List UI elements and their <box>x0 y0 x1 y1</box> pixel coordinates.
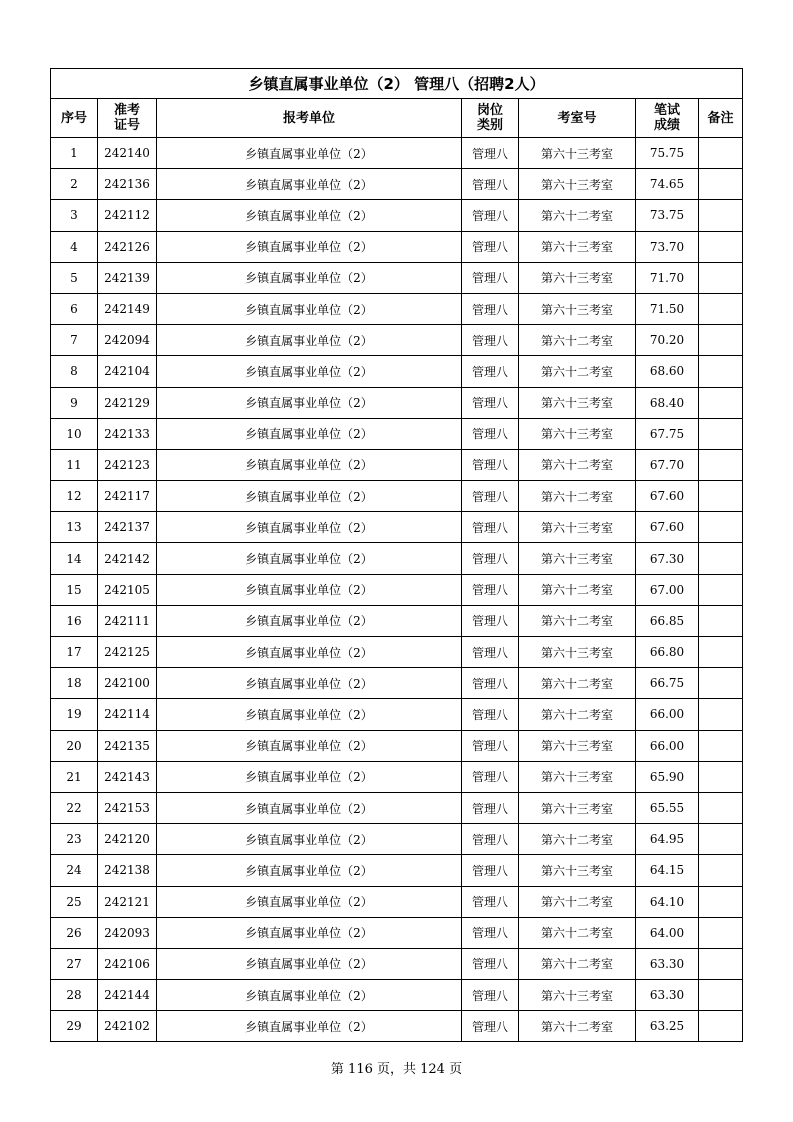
cell-post: 管理八 <box>462 980 519 1011</box>
cell-note <box>699 792 743 823</box>
cell-unit: 乡镇直属事业单位（2） <box>157 138 462 169</box>
cell-room: 第六十二考室 <box>519 325 636 356</box>
cell-seq: 18 <box>51 668 98 699</box>
cell-room: 第六十三考室 <box>519 512 636 543</box>
cell-note <box>699 917 743 948</box>
cell-score: 70.20 <box>636 325 699 356</box>
cell-unit: 乡镇直属事业单位（2） <box>157 792 462 823</box>
cell-room: 第六十二考室 <box>519 605 636 636</box>
table-row <box>51 824 743 855</box>
cell-room: 第六十二考室 <box>519 917 636 948</box>
cell-seq: 6 <box>51 293 98 324</box>
cell-room: 第六十三考室 <box>519 637 636 668</box>
cell-post: 管理八 <box>462 138 519 169</box>
cell-seq: 29 <box>51 1011 98 1042</box>
cell-seq: 19 <box>51 699 98 730</box>
table-row <box>51 855 743 886</box>
cell-score: 74.65 <box>636 169 699 200</box>
page-footer: 第 116 页，共 124 页 <box>330 1062 463 1077</box>
cell-score: 67.00 <box>636 574 699 605</box>
cell-post: 管理八 <box>462 1011 519 1042</box>
table-row <box>51 605 743 636</box>
cell-note <box>699 543 743 574</box>
table-row <box>51 449 743 480</box>
cell-post: 管理八 <box>462 605 519 636</box>
cell-unit: 乡镇直属事业单位（2） <box>157 169 462 200</box>
cell-room: 第六十二考室 <box>519 574 636 605</box>
table-row <box>51 917 743 948</box>
cell-exam-id: 242142 <box>98 543 157 574</box>
cell-unit: 乡镇直属事业单位（2） <box>157 824 462 855</box>
table-row <box>51 948 743 979</box>
cell-seq: 26 <box>51 917 98 948</box>
cell-room: 第六十二考室 <box>519 886 636 917</box>
cell-post: 管理八 <box>462 824 519 855</box>
cell-seq: 12 <box>51 481 98 512</box>
table-body <box>51 138 743 1042</box>
cell-seq: 1 <box>51 138 98 169</box>
cell-unit: 乡镇直属事业单位（2） <box>157 730 462 761</box>
cell-unit: 乡镇直属事业单位（2） <box>157 668 462 699</box>
cell-exam-id: 242133 <box>98 418 157 449</box>
header-room: 考室号 <box>519 99 636 138</box>
cell-unit: 乡镇直属事业单位（2） <box>157 917 462 948</box>
cell-post: 管理八 <box>462 668 519 699</box>
cell-note <box>699 449 743 480</box>
table-row <box>51 1011 743 1042</box>
cell-post: 管理八 <box>462 699 519 730</box>
cell-seq: 9 <box>51 387 98 418</box>
table-row <box>51 668 743 699</box>
cell-note <box>699 325 743 356</box>
cell-score: 66.75 <box>636 668 699 699</box>
cell-exam-id: 242105 <box>98 574 157 605</box>
cell-exam-id: 242094 <box>98 325 157 356</box>
cell-room: 第六十二考室 <box>519 1011 636 1042</box>
table-row <box>51 138 743 169</box>
cell-note <box>699 668 743 699</box>
cell-note <box>699 637 743 668</box>
cell-note <box>699 200 743 231</box>
cell-seq: 28 <box>51 980 98 1011</box>
cell-seq: 5 <box>51 262 98 293</box>
cell-exam-id: 242149 <box>98 293 157 324</box>
table-row <box>51 543 743 574</box>
cell-room: 第六十三考室 <box>519 980 636 1011</box>
cell-post: 管理八 <box>462 792 519 823</box>
table-row <box>51 761 743 792</box>
cell-seq: 14 <box>51 543 98 574</box>
cell-note <box>699 855 743 886</box>
cell-room: 第六十三考室 <box>519 761 636 792</box>
cell-post: 管理八 <box>462 293 519 324</box>
cell-post: 管理八 <box>462 418 519 449</box>
header-seq: 序号 <box>51 99 98 138</box>
table-row <box>51 637 743 668</box>
cell-note <box>699 481 743 512</box>
cell-note <box>699 761 743 792</box>
cell-score: 66.00 <box>636 730 699 761</box>
cell-unit: 乡镇直属事业单位（2） <box>157 543 462 574</box>
cell-seq: 23 <box>51 824 98 855</box>
cell-seq: 7 <box>51 325 98 356</box>
cell-seq: 22 <box>51 792 98 823</box>
cell-room: 第六十三考室 <box>519 231 636 262</box>
cell-score: 73.75 <box>636 200 699 231</box>
cell-post: 管理八 <box>462 512 519 543</box>
cell-note <box>699 574 743 605</box>
cell-exam-id: 242144 <box>98 980 157 1011</box>
cell-seq: 15 <box>51 574 98 605</box>
cell-note <box>699 1011 743 1042</box>
cell-score: 68.40 <box>636 387 699 418</box>
cell-exam-id: 242102 <box>98 1011 157 1042</box>
cell-room: 第六十二考室 <box>519 481 636 512</box>
cell-room: 第六十三考室 <box>519 293 636 324</box>
cell-room: 第六十三考室 <box>519 792 636 823</box>
cell-seq: 21 <box>51 761 98 792</box>
header-score: 笔试成绩 <box>636 99 699 138</box>
header-unit: 报考单位 <box>157 99 462 138</box>
table-row <box>51 886 743 917</box>
cell-note <box>699 138 743 169</box>
cell-note <box>699 169 743 200</box>
cell-exam-id: 242106 <box>98 948 157 979</box>
cell-post: 管理八 <box>462 200 519 231</box>
table-row <box>51 169 743 200</box>
cell-seq: 2 <box>51 169 98 200</box>
cell-note <box>699 418 743 449</box>
cell-score: 66.00 <box>636 699 699 730</box>
cell-seq: 24 <box>51 855 98 886</box>
table-row <box>51 325 743 356</box>
cell-seq: 3 <box>51 200 98 231</box>
cell-room: 第六十三考室 <box>519 262 636 293</box>
cell-seq: 27 <box>51 948 98 979</box>
cell-post: 管理八 <box>462 543 519 574</box>
table-row <box>51 418 743 449</box>
cell-seq: 10 <box>51 418 98 449</box>
cell-unit: 乡镇直属事业单位（2） <box>157 855 462 886</box>
cell-room: 第六十三考室 <box>519 138 636 169</box>
cell-post: 管理八 <box>462 761 519 792</box>
cell-exam-id: 242125 <box>98 637 157 668</box>
cell-room: 第六十二考室 <box>519 200 636 231</box>
cell-seq: 13 <box>51 512 98 543</box>
table-row <box>51 792 743 823</box>
cell-exam-id: 242117 <box>98 481 157 512</box>
cell-exam-id: 242139 <box>98 262 157 293</box>
cell-note <box>699 948 743 979</box>
cell-note <box>699 293 743 324</box>
cell-exam-id: 242136 <box>98 169 157 200</box>
cell-exam-id: 242129 <box>98 387 157 418</box>
cell-exam-id: 242100 <box>98 668 157 699</box>
cell-exam-id: 242138 <box>98 855 157 886</box>
cell-unit: 乡镇直属事业单位（2） <box>157 574 462 605</box>
cell-unit: 乡镇直属事业单位（2） <box>157 356 462 387</box>
cell-score: 71.50 <box>636 293 699 324</box>
cell-unit: 乡镇直属事业单位（2） <box>157 481 462 512</box>
cell-note <box>699 231 743 262</box>
cell-post: 管理八 <box>462 387 519 418</box>
cell-score: 66.85 <box>636 605 699 636</box>
cell-room: 第六十三考室 <box>519 730 636 761</box>
table-row <box>51 262 743 293</box>
table-row <box>51 200 743 231</box>
table-row <box>51 699 743 730</box>
table-row <box>51 293 743 324</box>
cell-room: 第六十二考室 <box>519 356 636 387</box>
table-title: 乡镇直属事业单位（2） 管理八（招聘2人） <box>51 69 743 99</box>
cell-score: 64.95 <box>636 824 699 855</box>
cell-note <box>699 605 743 636</box>
cell-note <box>699 824 743 855</box>
cell-post: 管理八 <box>462 481 519 512</box>
cell-score: 73.70 <box>636 231 699 262</box>
cell-unit: 乡镇直属事业单位（2） <box>157 325 462 356</box>
cell-seq: 4 <box>51 231 98 262</box>
table-row <box>51 574 743 605</box>
cell-unit: 乡镇直属事业单位（2） <box>157 1011 462 1042</box>
cell-unit: 乡镇直属事业单位（2） <box>157 200 462 231</box>
cell-note <box>699 699 743 730</box>
cell-post: 管理八 <box>462 637 519 668</box>
header-note: 备注 <box>699 99 743 138</box>
cell-post: 管理八 <box>462 169 519 200</box>
cell-post: 管理八 <box>462 574 519 605</box>
cell-room: 第六十三考室 <box>519 169 636 200</box>
cell-score: 63.25 <box>636 1011 699 1042</box>
cell-exam-id: 242104 <box>98 356 157 387</box>
cell-exam-id: 242135 <box>98 730 157 761</box>
cell-seq: 16 <box>51 605 98 636</box>
cell-unit: 乡镇直属事业单位（2） <box>157 761 462 792</box>
cell-score: 67.60 <box>636 481 699 512</box>
cell-score: 67.30 <box>636 543 699 574</box>
cell-score: 67.75 <box>636 418 699 449</box>
cell-score: 71.70 <box>636 262 699 293</box>
cell-exam-id: 242114 <box>98 699 157 730</box>
cell-post: 管理八 <box>462 262 519 293</box>
cell-post: 管理八 <box>462 948 519 979</box>
cell-exam-id: 242123 <box>98 449 157 480</box>
cell-unit: 乡镇直属事业单位（2） <box>157 948 462 979</box>
cell-exam-id: 242126 <box>98 231 157 262</box>
cell-post: 管理八 <box>462 231 519 262</box>
cell-unit: 乡镇直属事业单位（2） <box>157 449 462 480</box>
cell-room: 第六十三考室 <box>519 387 636 418</box>
cell-post: 管理八 <box>462 855 519 886</box>
cell-room: 第六十二考室 <box>519 824 636 855</box>
cell-unit: 乡镇直属事业单位（2） <box>157 293 462 324</box>
cell-room: 第六十三考室 <box>519 543 636 574</box>
cell-note <box>699 262 743 293</box>
cell-exam-id: 242137 <box>98 512 157 543</box>
cell-seq: 17 <box>51 637 98 668</box>
cell-exam-id: 242153 <box>98 792 157 823</box>
cell-exam-id: 242112 <box>98 200 157 231</box>
cell-score: 64.00 <box>636 917 699 948</box>
cell-room: 第六十三考室 <box>519 418 636 449</box>
cell-seq: 8 <box>51 356 98 387</box>
cell-seq: 11 <box>51 449 98 480</box>
cell-score: 66.80 <box>636 637 699 668</box>
table-row <box>51 356 743 387</box>
cell-seq: 25 <box>51 886 98 917</box>
table-row <box>51 512 743 543</box>
cell-score: 67.70 <box>636 449 699 480</box>
cell-exam-id: 242111 <box>98 605 157 636</box>
cell-note <box>699 512 743 543</box>
cell-unit: 乡镇直属事业单位（2） <box>157 262 462 293</box>
cell-post: 管理八 <box>462 917 519 948</box>
cell-post: 管理八 <box>462 325 519 356</box>
cell-score: 68.60 <box>636 356 699 387</box>
cell-post: 管理八 <box>462 449 519 480</box>
cell-post: 管理八 <box>462 886 519 917</box>
cell-post: 管理八 <box>462 356 519 387</box>
cell-score: 63.30 <box>636 948 699 979</box>
cell-note <box>699 387 743 418</box>
cell-unit: 乡镇直属事业单位（2） <box>157 605 462 636</box>
cell-note <box>699 730 743 761</box>
cell-note <box>699 980 743 1011</box>
header-post: 岗位类别 <box>462 99 519 138</box>
cell-room: 第六十二考室 <box>519 668 636 699</box>
table-row <box>51 730 743 761</box>
cell-unit: 乡镇直属事业单位（2） <box>157 886 462 917</box>
cell-note <box>699 356 743 387</box>
cell-unit: 乡镇直属事业单位（2） <box>157 637 462 668</box>
score-table <box>50 68 743 1042</box>
cell-score: 63.30 <box>636 980 699 1011</box>
cell-unit: 乡镇直属事业单位（2） <box>157 699 462 730</box>
cell-room: 第六十二考室 <box>519 699 636 730</box>
cell-score: 65.55 <box>636 792 699 823</box>
cell-room: 第六十二考室 <box>519 948 636 979</box>
cell-exam-id: 242143 <box>98 761 157 792</box>
table-row <box>51 980 743 1011</box>
cell-score: 67.60 <box>636 512 699 543</box>
table-row <box>51 387 743 418</box>
cell-post: 管理八 <box>462 730 519 761</box>
cell-score: 65.90 <box>636 761 699 792</box>
cell-room: 第六十二考室 <box>519 449 636 480</box>
cell-unit: 乡镇直属事业单位（2） <box>157 512 462 543</box>
table-row <box>51 231 743 262</box>
cell-exam-id: 242120 <box>98 824 157 855</box>
cell-room: 第六十三考室 <box>519 855 636 886</box>
cell-note <box>699 886 743 917</box>
cell-score: 64.15 <box>636 855 699 886</box>
table-row <box>51 481 743 512</box>
cell-unit: 乡镇直属事业单位（2） <box>157 387 462 418</box>
cell-exam-id: 242140 <box>98 138 157 169</box>
cell-exam-id: 242121 <box>98 886 157 917</box>
cell-exam-id: 242093 <box>98 917 157 948</box>
cell-unit: 乡镇直属事业单位（2） <box>157 980 462 1011</box>
cell-unit: 乡镇直属事业单位（2） <box>157 231 462 262</box>
cell-seq: 20 <box>51 730 98 761</box>
cell-unit: 乡镇直属事业单位（2） <box>157 418 462 449</box>
cell-score: 75.75 <box>636 138 699 169</box>
cell-score: 64.10 <box>636 886 699 917</box>
header-exam-id: 准考证号 <box>98 99 157 138</box>
